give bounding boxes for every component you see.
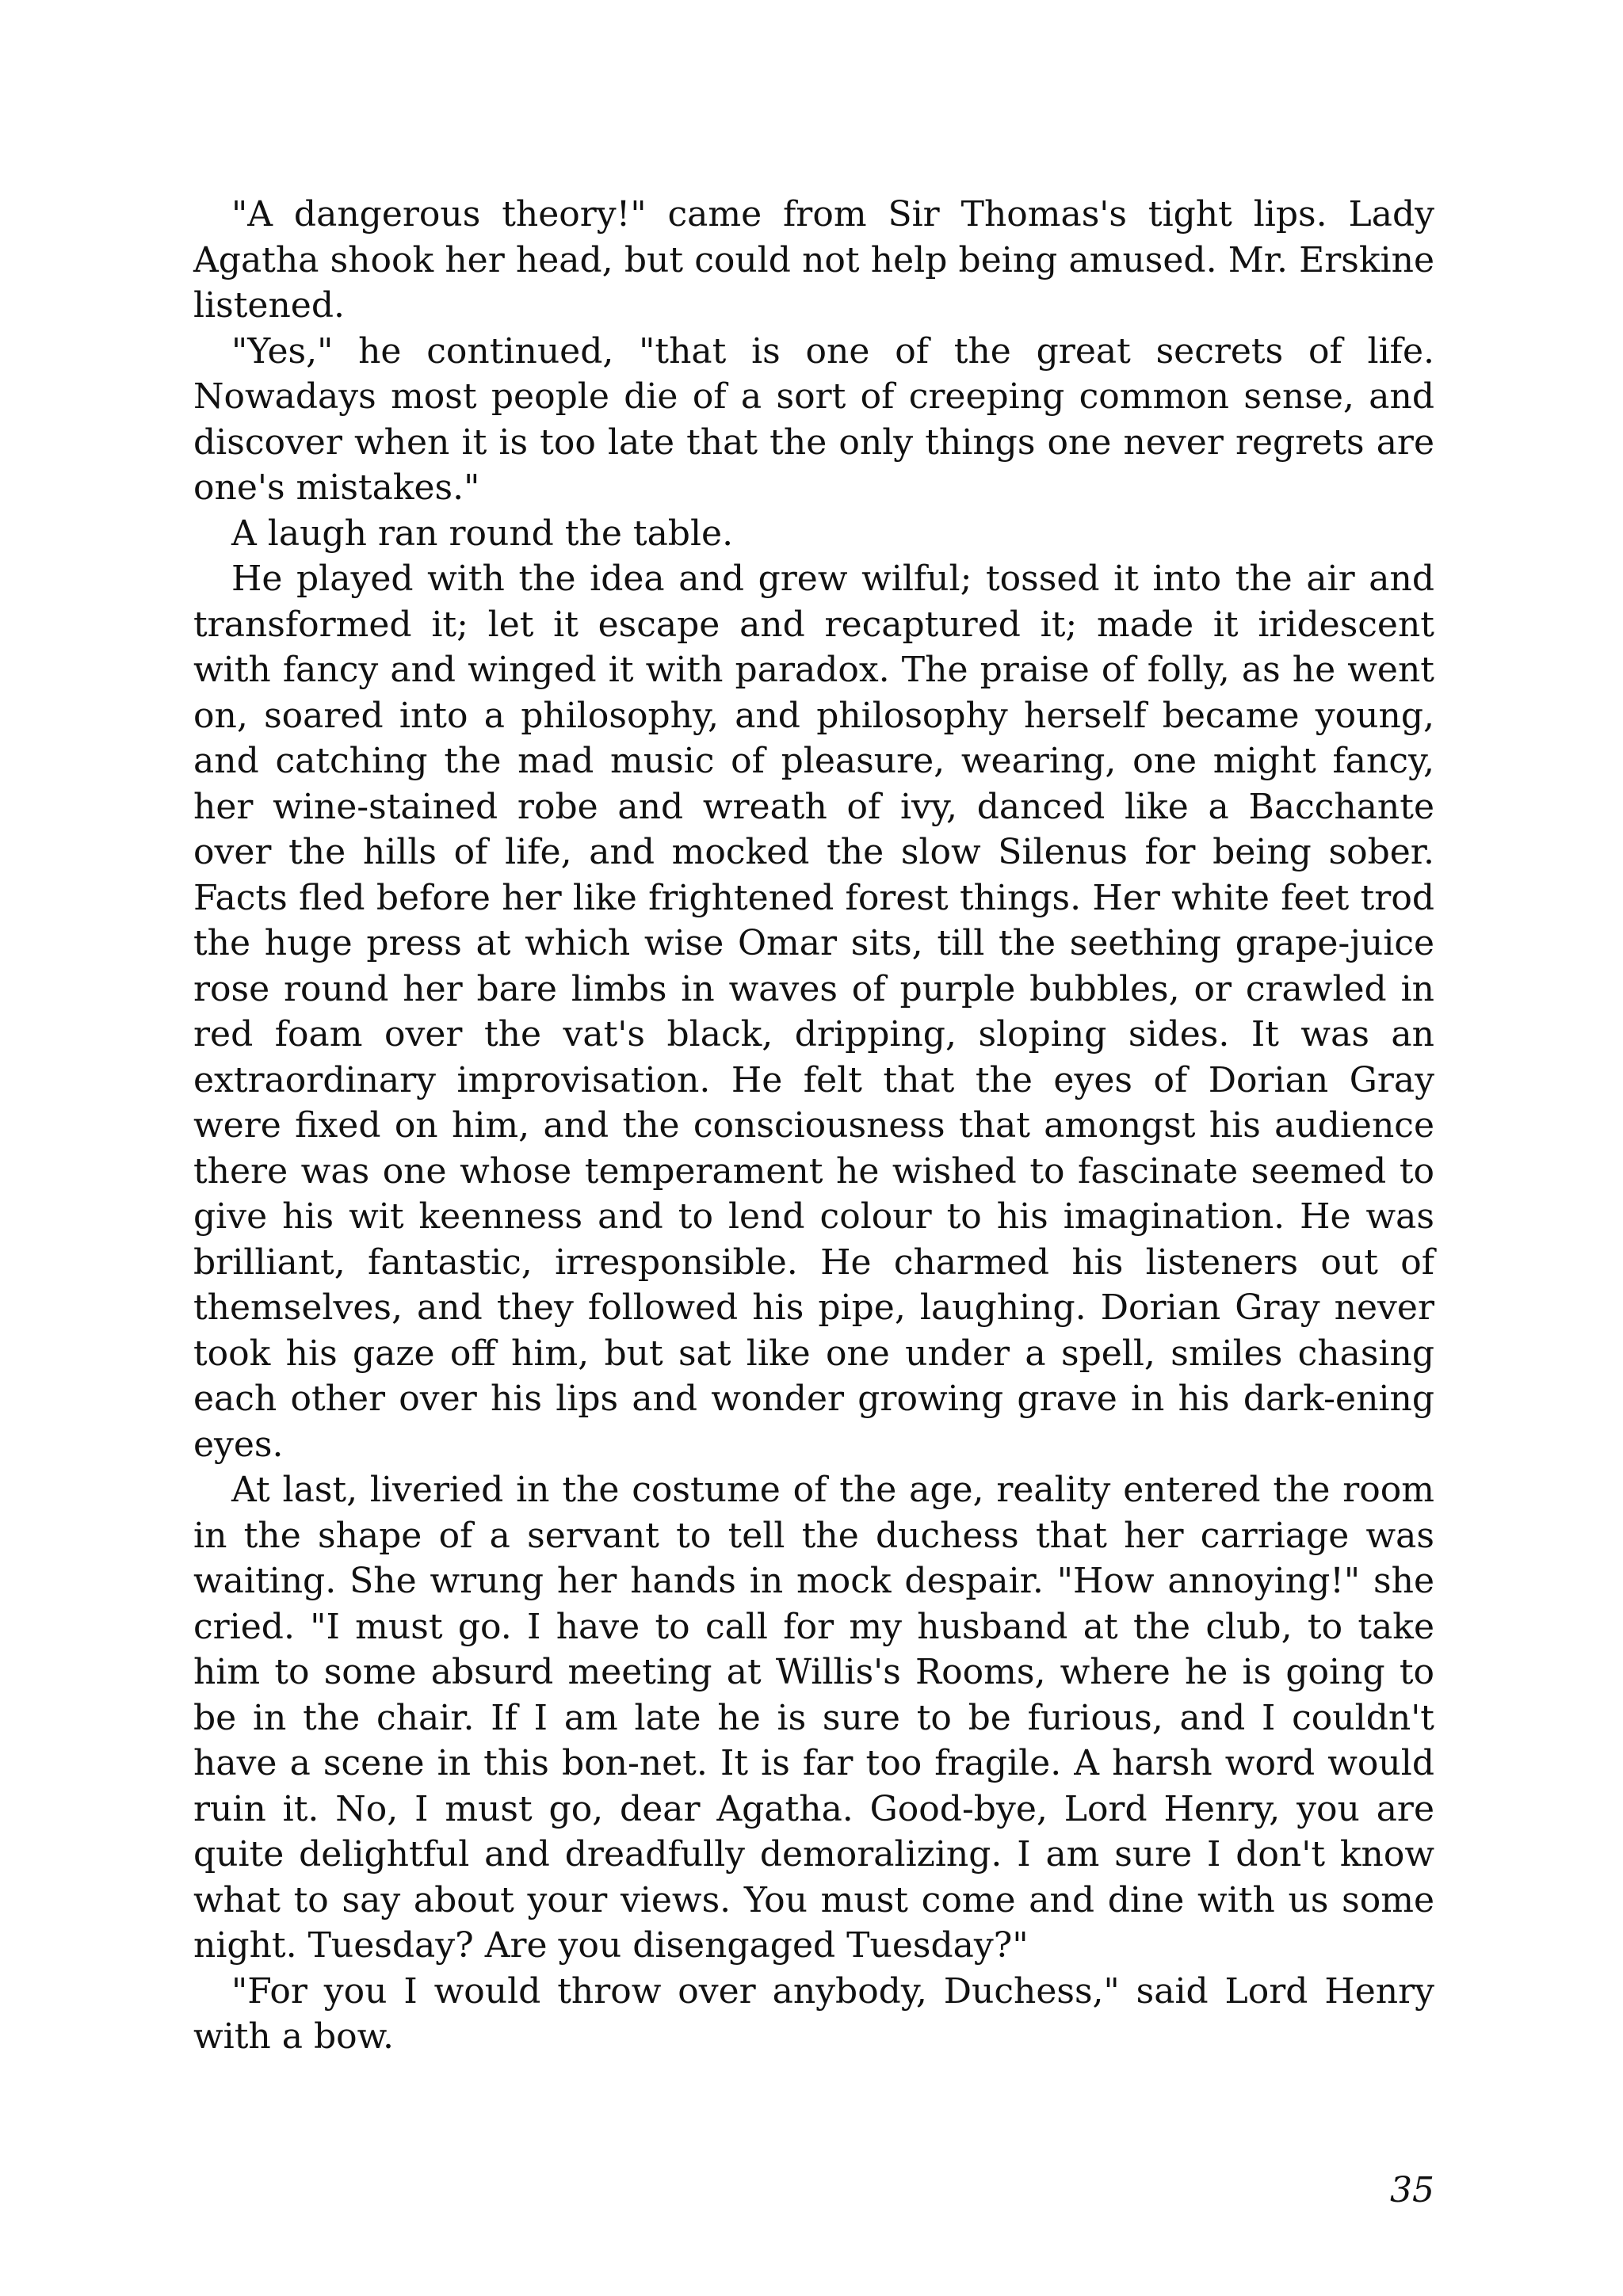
page-number: 35 (1390, 2170, 1434, 2210)
paragraph-4: He played with the idea and grew wilful; tossed it into the air and transformed it; let it escape and recaptured it; made it iridescent with fancy and winged it with paradox. The praise of folly, as he went on, soared into a philosophy, and philosophy herself became young, and catching the mad music of pleasure, wearing, one might fancy, her wine-stained robe and wreath of ivy, danced like a Bacchante over the hills of life, and mocked the slow Silenus for being sober. Facts fled before her like frightened forest things. Her white feet trod the huge press at which wise Omar sits, till the seething grape-juice rose round her bare limbs in waves of purple bubbles, or crawled in red foam over the vat's black, dripping, sloping sides. It was an extraordinary improvisation. He felt that the eyes of Dorian Gray were fixed on him, and the consciousness that amongst his audience there was one whose temperament he wished to fascinate seemed to give his wit keenness and to lend colour to his imagination. He was brilliant, fantastic, irresponsible. He charmed his listeners out of themselves, and they followed his pipe, laughing. Dorian Gray never took his gaze off him, but sat like one under a spell, smiles chasing each other over his lips and wonder growing grave in his dark-ening eyes. (193, 559, 1434, 1465)
body-text (193, 192, 1434, 2060)
paragraph-3: A laugh ran round the table. (231, 513, 734, 554)
paragraph-6: "For you I would throw over anybody, Duchess," said Lord Henry with a bow. (193, 1970, 1434, 2057)
paragraph-5: At last, liveried in the costume of the age, reality entered the room in the shape of a servant to tell the duchess that her carriage was waiting. She wrung her hands in mock despair. "How annoying!" she cried. "I must go. I have to call for my husband at the club, to take him to some absurd meeting at Willis's Rooms, where he is going to be in the chair. If I am late he is sure to be furious, and I couldn't have a scene in this bon-net. It is far too fragile. A harsh word would ruin it. No, I must go, dear Agatha. Good-bye, Lord Henry, you are quite delightful and dreadfully demoralizing. I am sure I don't know what to say about your views. You must come and dine with us some night. Tuesday? Are you disengaged Tuesday?" (193, 1470, 1434, 1966)
paragraph-2: "Yes," he continued, "that is one of the great secrets of life. Nowadays most people die of a sort of creeping common sense, and discover when it is too late that the only things one never regrets are one's mistakes." (193, 330, 1434, 508)
paragraph-1: "A dangerous theory!" came from Sir Thomas's tight lips. Lady Agatha shook her head, but could not help being amused. Mr. Erskine listened. (193, 194, 1434, 326)
